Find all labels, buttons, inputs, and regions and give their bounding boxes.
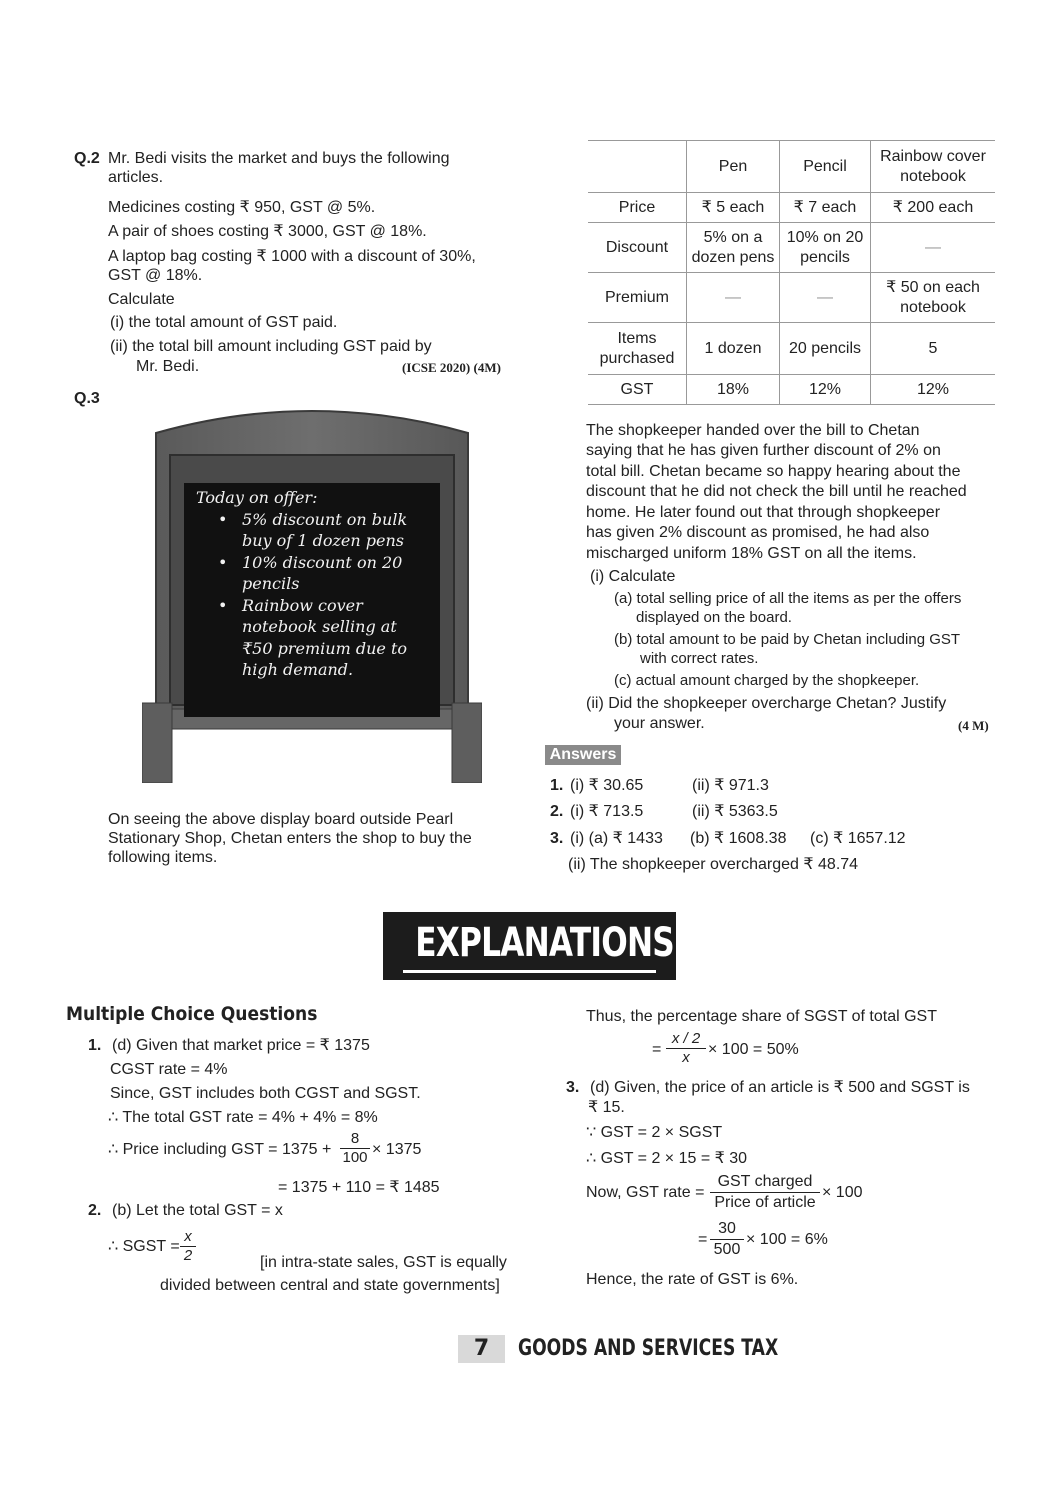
exp-2-line-2a: ∴ SGST = xyxy=(108,1238,180,1255)
exp-1-fraction xyxy=(340,1130,370,1167)
table-row xyxy=(588,193,995,223)
q3-paragraph-line-3: total bill. Chetan became so happy hearing about the xyxy=(586,463,961,480)
table-row-label: Premium xyxy=(588,273,687,323)
table-cell: 10% on 20 pencils xyxy=(780,223,871,273)
q2-item-3: A laptop bag costing ₹ 1000 with a discount of 30%, xyxy=(108,248,476,265)
table-row xyxy=(588,223,995,273)
board-bullet-1 xyxy=(196,509,436,552)
bullet-mark: • xyxy=(218,552,228,572)
q3-paragraph-line-5: home. He later found out that through shopkeeper xyxy=(586,504,941,521)
q2-source: (ICSE 2020) (4M) xyxy=(402,360,501,375)
table-cell: 20 pencils xyxy=(780,323,871,375)
answer-3-num: 3. xyxy=(550,830,564,847)
q3-part-2-cont: your answer. xyxy=(614,715,705,732)
answer-3-b: (b) ₹ 1608.38 xyxy=(690,830,787,847)
exp-1-line-3: Since, GST includes both CGST and SGST. xyxy=(110,1085,421,1102)
chapter-title: GOODS AND SERVICES TAX xyxy=(518,1336,779,1361)
q3-subpart-a: (a) total selling price of all the items as per the offers xyxy=(614,590,962,607)
board-bullet-3 xyxy=(196,595,436,681)
answer-2-num: 2. xyxy=(550,803,564,820)
q3-paragraph-line-4: discount that he did not check the bill until he reached xyxy=(586,483,967,500)
exp-3-line-3: ∴ GST = 2 × 15 = ₹ 30 xyxy=(586,1150,748,1167)
answer-1-a: (i) ₹ 30.65 xyxy=(570,777,644,794)
table-cell: 12% xyxy=(871,375,996,405)
exp-3-line-4b: × 100 xyxy=(822,1184,863,1201)
table-header-pencil: Pencil xyxy=(780,141,871,193)
bullet-mark: • xyxy=(218,509,228,529)
board-heading: Today on offer: xyxy=(196,488,318,507)
exp-3-line-2: ∵ GST = 2 × SGST xyxy=(586,1124,723,1141)
exp-2-line-3: divided between central and state governments] xyxy=(160,1277,500,1294)
table-header-blank xyxy=(588,141,687,193)
exp-3-line-6: Hence, the rate of GST is 6%. xyxy=(586,1271,799,1288)
q3-subpart-b: (b) total amount to be paid by Chetan including GST xyxy=(614,631,961,648)
table-cell: 1 dozen xyxy=(687,323,780,375)
q3-paragraph-line-2: saying that he has given further discount of 2% on xyxy=(586,442,941,459)
table-cell: ₹ 200 each xyxy=(871,193,996,223)
table-row xyxy=(588,273,995,323)
exp-1-line-6: = 1375 + 110 = ₹ 1485 xyxy=(278,1179,440,1196)
exp-3-fraction xyxy=(710,1172,820,1213)
exp-3-line-5b: × 100 = 6% xyxy=(746,1231,828,1248)
answer-2-b: (ii) ₹ 5363.5 xyxy=(692,803,778,820)
table-row-label: GST xyxy=(588,375,687,405)
q2-calculate: Calculate xyxy=(108,291,175,308)
exp-1-line-2: CGST rate = 4% xyxy=(110,1061,228,1078)
page-number: 7 xyxy=(473,1336,490,1361)
exp-1-line-5b: × 1375 xyxy=(372,1141,422,1158)
q3-calc: (i) Calculate xyxy=(590,568,676,585)
exp-2-fraction xyxy=(180,1228,196,1265)
q2-part-1: (i) the total amount of GST paid. xyxy=(110,314,338,331)
exp-3-line-5a: = xyxy=(698,1231,708,1248)
table-row xyxy=(588,323,995,375)
bullet-mark: • xyxy=(218,595,228,615)
q2-item-2: A pair of shoes costing ₹ 3000, GST @ 18%. xyxy=(108,223,427,240)
fraction-numerator: GST charged xyxy=(717,1173,813,1190)
exp-2-line-4: Thus, the percentage share of SGST of total GST xyxy=(586,1008,937,1025)
exp-2-num: 2. xyxy=(88,1202,102,1219)
answer-3-c: (c) ₹ 1657.12 xyxy=(810,830,906,847)
fraction-denominator: x xyxy=(666,1048,706,1067)
q2-part-2: (ii) the total bill amount including GST paid by xyxy=(110,338,432,355)
answer-2-a: (i) ₹ 713.5 xyxy=(570,803,644,820)
q3-subpart-c: (c) actual amount charged by the shopkeeper. xyxy=(614,672,920,689)
q2-label: Q.2 xyxy=(74,150,100,167)
fraction-denominator: 2 xyxy=(180,1246,196,1265)
table-cell: 12% xyxy=(780,375,871,405)
exp-2-line-1: (b) Let the total GST = x xyxy=(112,1202,283,1219)
board-bullet-2-line-2: pencils xyxy=(242,574,300,593)
board-bullet-2-line-1: 10% discount on 20 xyxy=(242,552,403,572)
fraction-denominator: 500 xyxy=(710,1239,744,1260)
exp-1-line-1: (d) Given that market price = ₹ 1375 xyxy=(112,1037,370,1054)
q3-subpart-a-cont: displayed on the board. xyxy=(636,609,792,626)
exp-3-line-1: (d) Given, the price of an article is ₹ 500 and SGST is xyxy=(590,1079,970,1096)
exp-3-fraction-2 xyxy=(710,1219,744,1260)
q3-paragraph-line-7: mischarged uniform 18% GST on all the items. xyxy=(586,545,917,562)
answers-badge: Answers xyxy=(545,745,621,765)
table-header-notebook: Rainbow cover notebook xyxy=(871,141,996,193)
answer-1-num: 1. xyxy=(550,777,564,794)
fraction-numerator: x xyxy=(184,1228,192,1245)
answer-1-b: (ii) ₹ 971.3 xyxy=(692,777,769,794)
q3-paragraph-line-6: has given 2% discount as promised, he had also xyxy=(586,524,930,541)
table-cell: ₹ 5 each xyxy=(687,193,780,223)
q3-intro-line-2: Stationary Shop, Chetan enters the shop to buy the xyxy=(108,830,472,847)
table-row-label: Discount xyxy=(588,223,687,273)
table-row-label: Price xyxy=(588,193,687,223)
table-header-row xyxy=(588,141,995,193)
answer-3-part-2: (ii) The shopkeeper overcharged ₹ 48.74 xyxy=(568,856,859,873)
board-bullet-1-line-1: 5% discount on bulk xyxy=(242,509,408,529)
fraction-numerator: x / 2 xyxy=(671,1030,701,1047)
q2-item-1: Medicines costing ₹ 950, GST @ 5%. xyxy=(108,199,376,216)
table-cell: 5% on a dozen pens xyxy=(687,223,780,273)
table-cell: — xyxy=(687,273,780,323)
table-cell: — xyxy=(780,273,871,323)
exp-2-line-5a: = xyxy=(652,1041,662,1058)
explanations-banner xyxy=(383,912,676,980)
items-table xyxy=(588,140,995,405)
q3-marks: (4 M) xyxy=(958,718,989,733)
q2-text-line-1: Mr. Bedi visits the market and buys the following xyxy=(108,150,450,167)
q2-part-2-cont: Mr. Bedi. xyxy=(136,358,200,375)
fraction-denominator: 100 xyxy=(340,1148,370,1167)
section-title: Multiple Choice Questions xyxy=(66,1003,318,1025)
table-cell: ₹ 7 each xyxy=(780,193,871,223)
table-header-pen: Pen xyxy=(687,141,780,193)
q2-text-line-2: articles. xyxy=(108,169,164,186)
explanations-title: EXPLANATIONS xyxy=(415,920,674,966)
exp-2-line-5b: × 100 = 50% xyxy=(708,1041,799,1058)
table-row-label: Items purchased xyxy=(588,323,687,375)
board-bullet-3-line-1: Rainbow cover xyxy=(242,595,363,615)
exp-1-line-5a: ∴ Price including GST = 1375 + xyxy=(108,1141,332,1158)
q2-item-4: GST @ 18%. xyxy=(108,267,203,284)
board-bullet-2 xyxy=(196,552,436,595)
q3-subpart-b-cont: with correct rates. xyxy=(640,650,759,667)
exp-1-num: 1. xyxy=(88,1037,102,1054)
fraction-denominator: Price of article xyxy=(710,1192,820,1213)
q3-intro-line-3: following items. xyxy=(108,849,218,866)
exp-2-line-2b: [in intra-state sales, GST is equally xyxy=(260,1254,507,1271)
answer-3-a: (i) (a) ₹ 1433 xyxy=(570,830,663,847)
table-row xyxy=(588,375,995,405)
exp-3-line-4a: Now, GST rate = xyxy=(586,1184,705,1201)
table-cell: — xyxy=(871,223,996,273)
board-bullet-3-line-3: ₹50 premium due to xyxy=(242,638,407,658)
table-cell: 18% xyxy=(687,375,780,405)
table-cell: ₹ 50 on each notebook xyxy=(871,273,996,323)
q3-paragraph-line-1: The shopkeeper handed over the bill to Chetan xyxy=(586,422,920,439)
q3-intro-line-1: On seeing the above display board outside Pearl xyxy=(108,811,454,828)
board-bullet-1-line-2: buy of 1 dozen pens xyxy=(242,531,404,550)
fraction-numerator: 30 xyxy=(718,1220,736,1237)
exp-3-line-1b: ₹ 15. xyxy=(588,1099,625,1116)
board-bullet-3-line-4: high demand. xyxy=(242,660,354,679)
table-cell: 5 xyxy=(871,323,996,375)
board-offer-text xyxy=(196,487,436,681)
board-bullet-3-line-2: notebook selling at xyxy=(242,617,397,636)
fraction-numerator: 8 xyxy=(350,1130,360,1147)
exp-1-line-4: ∴ The total GST rate = 4% + 4% = 8% xyxy=(108,1109,378,1126)
exp-3-num: 3. xyxy=(566,1079,580,1096)
q3-part-2: (ii) Did the shopkeeper overcharge Chetan? Justify xyxy=(586,695,947,712)
exp-2-fraction-2 xyxy=(666,1030,706,1067)
q3-label: Q.3 xyxy=(74,390,100,407)
banner-underline xyxy=(403,970,656,973)
